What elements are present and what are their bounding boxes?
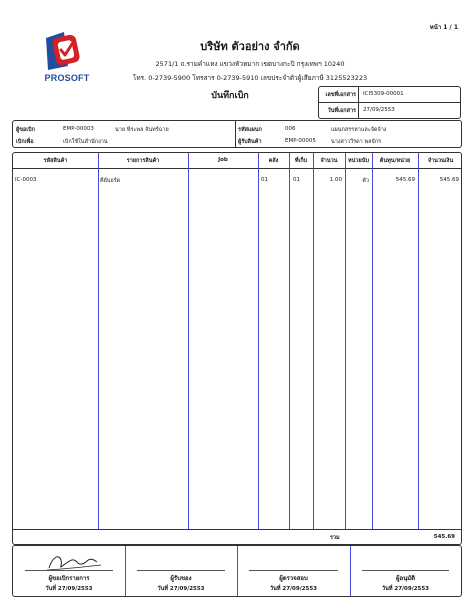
signature-approver — [350, 546, 461, 596]
signature-label-checker: ผู้ตรวจสอบ — [279, 575, 308, 582]
total-value: 545.69 — [433, 534, 455, 540]
signature-box — [12, 545, 462, 597]
row-warehouse: 01 — [261, 177, 268, 183]
signature-date-approver: วันที่ 27/09/2553 — [381, 586, 430, 592]
items-table — [12, 152, 462, 545]
dept-code: 006 — [285, 126, 296, 132]
signature-receiver — [125, 546, 237, 596]
requester-code: EMP-00003 — [63, 126, 94, 132]
row-amount: 545.69 — [439, 177, 459, 183]
row-code: IC-0003 — [15, 177, 37, 183]
col-header-desc: รายการสินค้า — [126, 158, 160, 164]
row-cost: 545.69 — [395, 177, 415, 183]
doc-no-label: เลขที่เอกสาร — [319, 87, 359, 102]
document-info-box — [318, 86, 461, 119]
col-header-cost: ต้นทุน/หน่วย — [379, 158, 411, 164]
document-title: บันทึกเบิก — [211, 91, 249, 101]
col-header-location: ที่เก็บ — [294, 158, 308, 164]
company-address: 2571/1 ถ.รามคำแหง แขวงหัวหมาก เขตบางกะปิ กรุงเทพฯ 10240 — [155, 60, 345, 68]
logo-text: PROSOFT — [44, 73, 90, 83]
row-qty: 1.00 — [329, 177, 342, 183]
col-header-amount: จำนวนเงิน — [427, 158, 454, 164]
party-info-box — [12, 120, 462, 148]
col-header-qty: จำนวน — [320, 158, 338, 164]
signature-date-receiver: วันที่ 27/09/2553 — [157, 586, 205, 592]
row-unit: ตัว — [362, 178, 369, 184]
purpose-label: เบิกเพื่อ — [16, 139, 34, 145]
receiver-code: EMP-00005 — [285, 138, 316, 144]
total-label: รวม — [330, 535, 340, 541]
signature-date-requester: วันที่ 27/09/2553 — [45, 586, 93, 592]
signature-label-receiver: ผู้รับของ — [170, 575, 192, 582]
col-header-unit: หน่วยนับ — [348, 158, 369, 164]
company-name: บริษัท ตัวอย่าง จำกัด — [200, 40, 300, 53]
col-header-warehouse: คลัง — [268, 158, 279, 164]
doc-no-value: ICI5309-00001 — [363, 91, 404, 97]
dept-name: แผนกสรรหาและจัดจ้าง — [331, 127, 387, 133]
purpose-value: เบิกใช้ในสำนักงาน — [63, 139, 108, 145]
receiver-label: ผู้รับสินค้า — [238, 139, 262, 145]
col-header-job: Job — [218, 157, 228, 163]
col-header-code: รหัสสินค้า — [43, 158, 68, 164]
doc-date-value: 27/09/2553 — [363, 107, 395, 113]
receiver-name: นางสาววีรดา พลจักร — [331, 139, 382, 145]
signature-label-requester: ผู้ขอเบิกรายการ — [48, 575, 90, 582]
requester-label: ผู้ขอเบิก — [16, 127, 35, 133]
row-location: 01 — [293, 177, 300, 183]
handwritten-signature — [43, 550, 103, 572]
dept-label: รหัสแผนก — [238, 127, 262, 133]
prosoft-check-logo-icon — [42, 32, 82, 72]
doc-date-label: วันที่เอกสาร — [319, 103, 359, 119]
requester-name: นาย พีระพล จันทร์ฉาย — [115, 127, 169, 133]
signature-checker — [237, 546, 350, 596]
signature-requester — [13, 546, 125, 596]
row-desc: คีย์บอร์ด — [100, 178, 121, 184]
signature-label-approver: ผู้อนุมัติ — [395, 575, 416, 582]
company-phone: โทร. 0-2739-5900 โทรสาร 0-2739-5910 เลขประจำตัวผู้เสียภาษี 3125523223 — [132, 74, 368, 82]
signature-date-checker: วันที่ 27/09/2553 — [269, 586, 318, 592]
page-number: หน้า 1 / 1 — [429, 24, 458, 31]
